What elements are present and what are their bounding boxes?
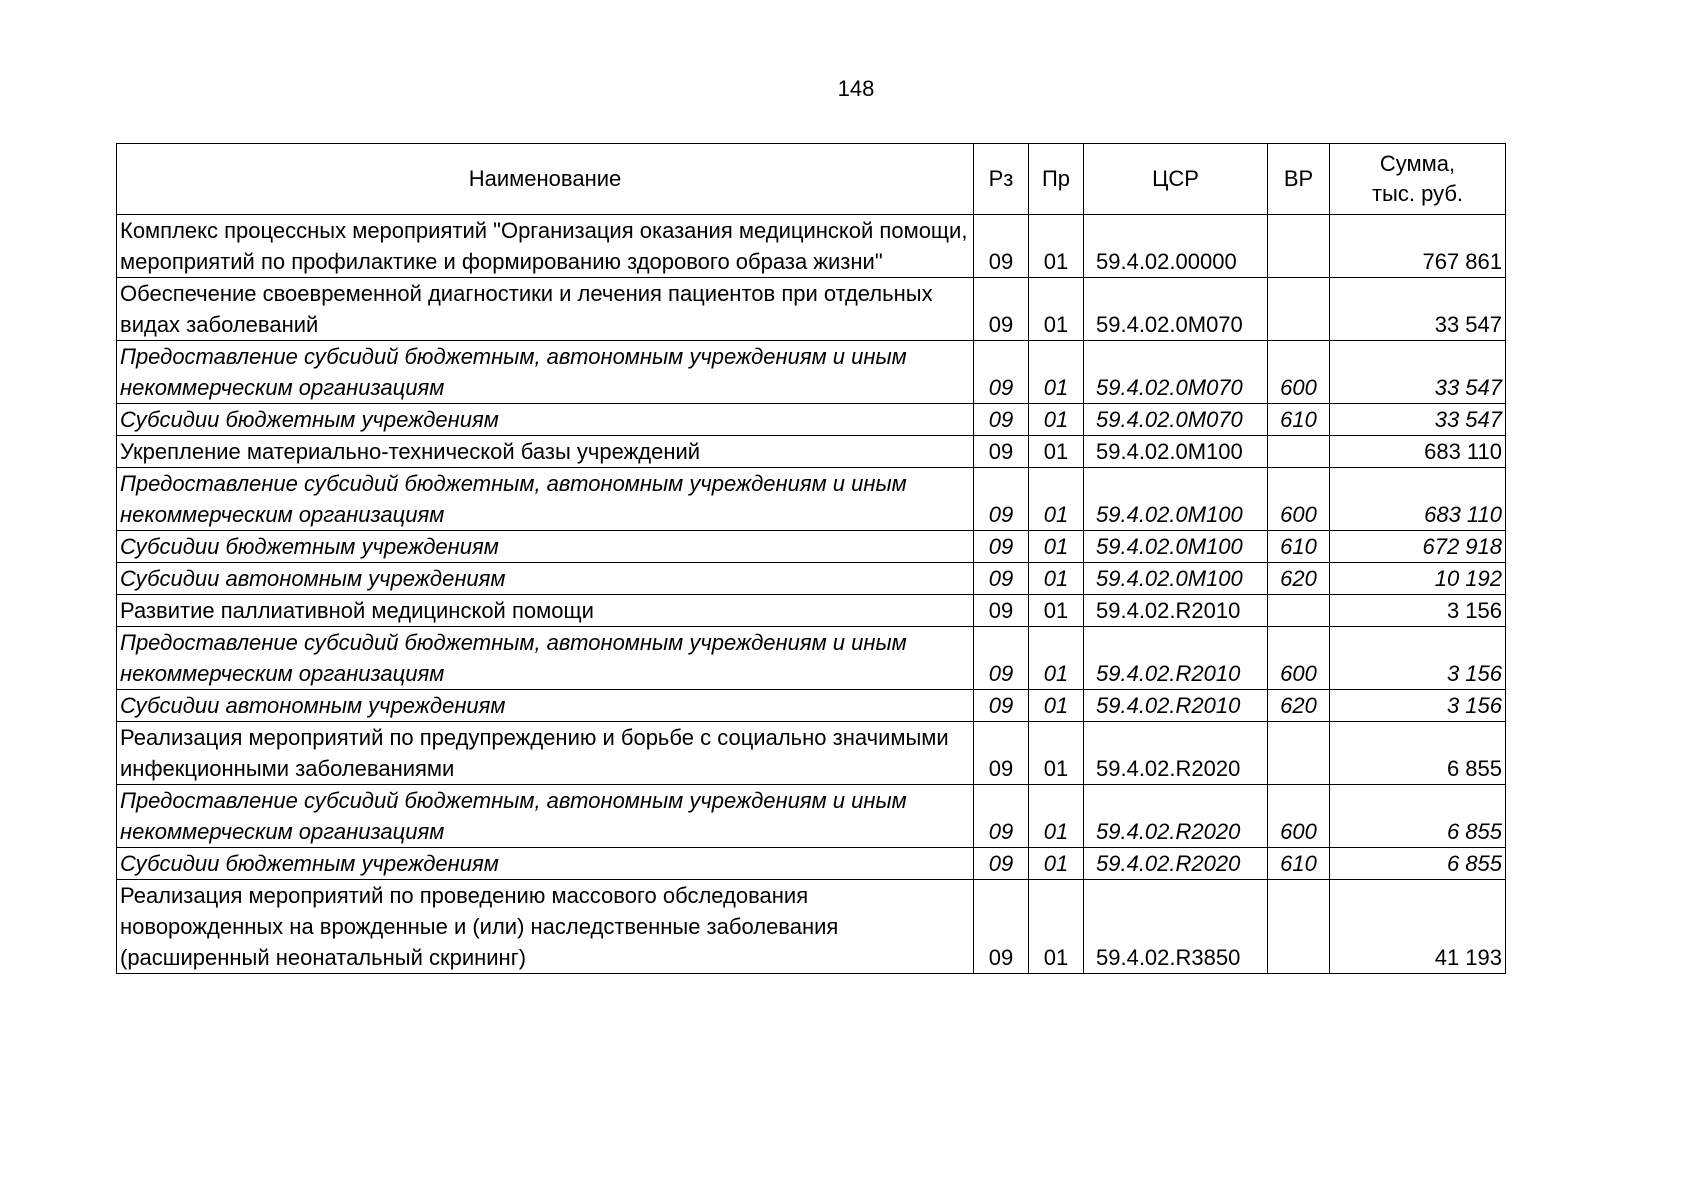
cell-pr: 01 [1029,563,1084,595]
cell-pr: 01 [1029,341,1084,404]
table-header-row [117,144,1506,215]
cell-rz: 09 [974,722,1029,785]
table-row [117,341,1506,404]
cell-name: Предоставление субсидий бюджетным, автономным учреждениям и иным некоммерческим организациям [117,627,974,690]
cell-pr: 01 [1029,627,1084,690]
table-row [117,278,1506,341]
cell-vr [1268,278,1330,341]
cell-rz: 09 [974,627,1029,690]
cell-rz: 09 [974,278,1029,341]
cell-sum: 41 193 [1330,880,1506,974]
header-sum [1330,144,1506,215]
cell-csr: 59.4.02.0М100 [1084,436,1268,468]
cell-vr: 600 [1268,468,1330,531]
cell-name: Реализация мероприятий по предупреждению и борьбе с социально значимыми инфекционными заболеваниями [117,722,974,785]
cell-rz: 09 [974,690,1029,722]
cell-pr: 01 [1029,531,1084,563]
cell-csr: 59.4.02.R2010 [1084,690,1268,722]
cell-csr: 59.4.02.0М100 [1084,468,1268,531]
cell-sum: 683 110 [1330,468,1506,531]
cell-vr: 600 [1268,785,1330,848]
cell-rz: 09 [974,848,1029,880]
cell-sum: 6 855 [1330,785,1506,848]
table-row [117,404,1506,436]
table-row [117,563,1506,595]
cell-vr: 610 [1268,531,1330,563]
table-row [117,848,1506,880]
cell-vr: 620 [1268,690,1330,722]
table-row [117,215,1506,278]
cell-csr: 59.4.02.0М070 [1084,341,1268,404]
cell-name: Укрепление материально-технической базы учреждений [117,436,974,468]
cell-name: Предоставление субсидий бюджетным, автономным учреждениям и иным некоммерческим организациям [117,468,974,531]
cell-sum: 10 192 [1330,563,1506,595]
cell-rz: 09 [974,341,1029,404]
header-sum-line1: Сумма, [1379,151,1456,176]
cell-name: Развитие паллиативной медицинской помощи [117,595,974,627]
cell-csr: 59.4.02.R2010 [1084,595,1268,627]
cell-pr: 01 [1029,595,1084,627]
cell-sum: 3 156 [1330,627,1506,690]
cell-name: Субсидии бюджетным учреждениям [117,848,974,880]
cell-sum: 6 855 [1330,722,1506,785]
cell-pr: 01 [1029,436,1084,468]
cell-name: Реализация мероприятий по проведению массового обследования новорожденных на врожденные и (или) наследственные заболевания (расширенный неонатальный скрининг) [117,880,974,974]
cell-rz: 09 [974,215,1029,278]
cell-name: Предоставление субсидий бюджетным, автономным учреждениям и иным некоммерческим организациям [117,341,974,404]
table-row [117,627,1506,690]
cell-pr: 01 [1029,880,1084,974]
table-row [117,785,1506,848]
cell-sum: 6 855 [1330,848,1506,880]
header-csr: ЦСР [1084,144,1268,215]
cell-vr [1268,215,1330,278]
table-row [117,690,1506,722]
cell-rz: 09 [974,404,1029,436]
cell-csr: 59.4.02.R2020 [1084,848,1268,880]
cell-csr: 59.4.02.R3850 [1084,880,1268,974]
cell-sum: 33 547 [1330,341,1506,404]
page-number: 148 [837,76,875,101]
cell-pr: 01 [1029,785,1084,848]
cell-rz: 09 [974,468,1029,531]
cell-vr: 600 [1268,627,1330,690]
header-name: Наименование [117,144,974,215]
cell-name: Субсидии автономным учреждениям [117,690,974,722]
table-row [117,468,1506,531]
cell-sum: 33 547 [1330,404,1506,436]
cell-csr: 59.4.02.0М070 [1084,278,1268,341]
cell-pr: 01 [1029,404,1084,436]
cell-rz: 09 [974,531,1029,563]
cell-sum: 683 110 [1330,436,1506,468]
cell-csr: 59.4.02.R2010 [1084,627,1268,690]
cell-sum: 672 918 [1330,531,1506,563]
table-row [117,722,1506,785]
cell-vr [1268,722,1330,785]
cell-vr: 600 [1268,341,1330,404]
table-row [117,880,1506,974]
cell-name: Предоставление субсидий бюджетным, автономным учреждениям и иным некоммерческим организациям [117,785,974,848]
table-body [117,215,1506,974]
header-rz: Рз [974,144,1029,215]
cell-vr: 610 [1268,848,1330,880]
cell-name: Субсидии бюджетным учреждениям [117,531,974,563]
cell-name: Обеспечение своевременной диагностики и лечения пациентов при отдельных видах заболеваний [117,278,974,341]
cell-name: Субсидии бюджетным учреждениям [117,404,974,436]
cell-csr: 59.4.02.0М100 [1084,563,1268,595]
cell-sum: 3 156 [1330,690,1506,722]
cell-sum: 3 156 [1330,595,1506,627]
cell-pr: 01 [1029,690,1084,722]
header-pr: Пр [1029,144,1084,215]
header-vr: ВР [1268,144,1330,215]
cell-rz: 09 [974,563,1029,595]
cell-sum: 767 861 [1330,215,1506,278]
cell-name: Субсидии автономным учреждениям [117,563,974,595]
cell-pr: 01 [1029,468,1084,531]
cell-vr: 620 [1268,563,1330,595]
table-row [117,595,1506,627]
cell-csr: 59.4.02.R2020 [1084,722,1268,785]
cell-pr: 01 [1029,722,1084,785]
cell-csr: 59.4.02.0М070 [1084,404,1268,436]
cell-csr: 59.4.02.R2020 [1084,785,1268,848]
cell-csr: 59.4.02.00000 [1084,215,1268,278]
header-sum-line2: тыс. руб. [1371,181,1464,206]
table-row [117,436,1506,468]
cell-pr: 01 [1029,848,1084,880]
table-row [117,531,1506,563]
budget-table [116,143,1506,974]
cell-pr: 01 [1029,278,1084,341]
cell-vr: 610 [1268,404,1330,436]
cell-vr [1268,436,1330,468]
cell-vr [1268,880,1330,974]
cell-rz: 09 [974,436,1029,468]
cell-sum: 33 547 [1330,278,1506,341]
cell-rz: 09 [974,880,1029,974]
cell-pr: 01 [1029,215,1084,278]
cell-name: Комплекс процессных мероприятий "Организация оказания медицинской помощи, мероприятий по профилактике и формированию здорового образа жизни" [117,215,974,278]
cell-csr: 59.4.02.0М100 [1084,531,1268,563]
cell-rz: 09 [974,785,1029,848]
cell-vr [1268,595,1330,627]
cell-rz: 09 [974,595,1029,627]
